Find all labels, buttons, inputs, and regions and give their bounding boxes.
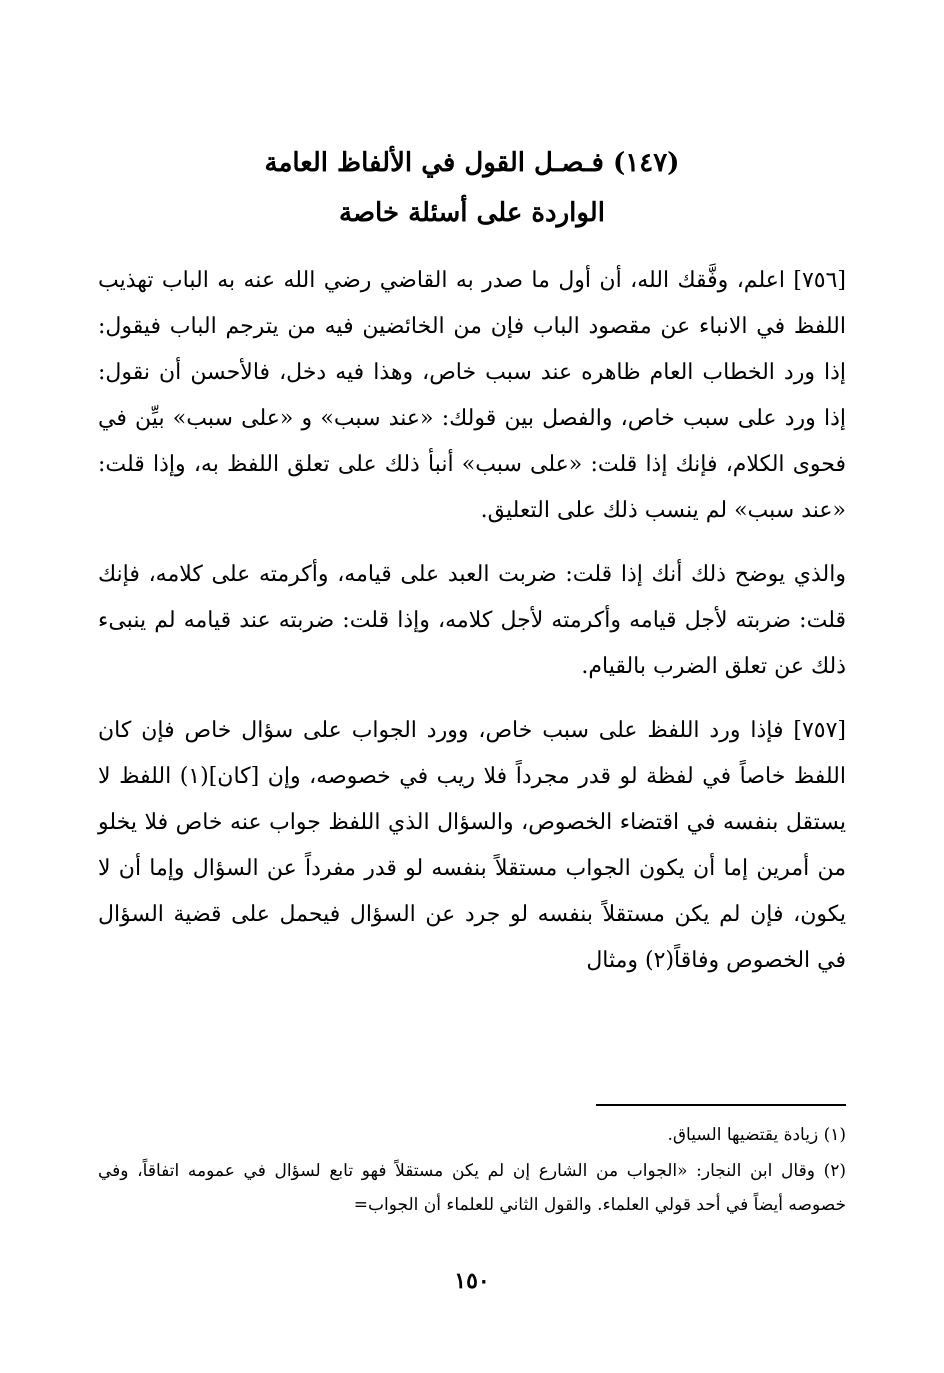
chapter-title-line-1: (١٤٧) فـصـل القول في الألفاظ العامة [264,148,680,178]
paragraph-757: [٧٥٧] فإذا ورد اللفظ على سبب خاص، وورد الجواب على سؤال خاص فإن كان اللفظ خاصاً في لفظة لو قدر مجرداً فلا ريب في خصوصه، وإن [كان](١) اللفظ لا يستقل بنفسه في اقتضاء الخصوص، والسؤال الذي اللفظ جواب عنه خاص فلا يخلو من أمرين إما أن يكون الجواب مستقلاً بنفسه لو قدر مفرداً عن السؤال وإما أن لا يكون، فإن لم يكن مستقلاً بنفسه لو جرد عن السؤال فيحمل على قضية السؤال في الخصوص وفاقاً(٢) ومثال [98,718,846,973]
paragraph-explanation: والذي يوضح ذلك أنك إذا قلت: ضربت العبد على قيامه، وأكرمته على كلامه، فإنك قلت: ضربته لأجل قيامه وأكرمته لأجل كلامه، وإذا قلت: ضربته عند قيامه لم ينبىء ذلك عن تعلق الضرب بالقيام. [98,562,846,679]
chapter-heading [100,138,844,238]
page-number: ١٥٠ [454,1268,490,1294]
chapter-title-line-2: الواردة على أسئلة خاصة [339,198,605,228]
footnote-1: (١) زيادة يقتضيها السياق. [667,1125,846,1145]
footnote-2: (٢) وقال ابن النجار: «الجواب من الشارع إن لم يكن مستقلاً فهو تابع لسؤال في عمومه اتفاقاً، وفي خصوصه أيضاً في أحد قولي العلماء. والقول الثاني للعلماء أن الجواب= [98,1161,846,1215]
footnote-separator [596,1104,846,1106]
main-text [98,258,846,1002]
paragraph-756: [٧٥٦] اعلم، وفَّقك الله، أن أول ما صدر به القاضي رضي الله عنه به الباب تهذيب اللفظ في الانباء عن مقصود الباب فإن من الخائضين فيه من يترجم الباب فيقول: إذا ورد الخطاب العام ظاهره عند سبب خاص، وهذا فيه دخل، فالأحسن أن نقول: إذا ورد على سبب خاص، والفصل بين قولك: «عند سبب» و «على سبب» بيِّن في فحوى الكلام، فإنك إذا قلت: «على سبب» أنبأ ذلك على تعلق اللفظ به، وإذا قلت: «عند سبب» لم ينسب ذلك على التعليق. [98,268,846,523]
footnotes [98,1118,846,1224]
